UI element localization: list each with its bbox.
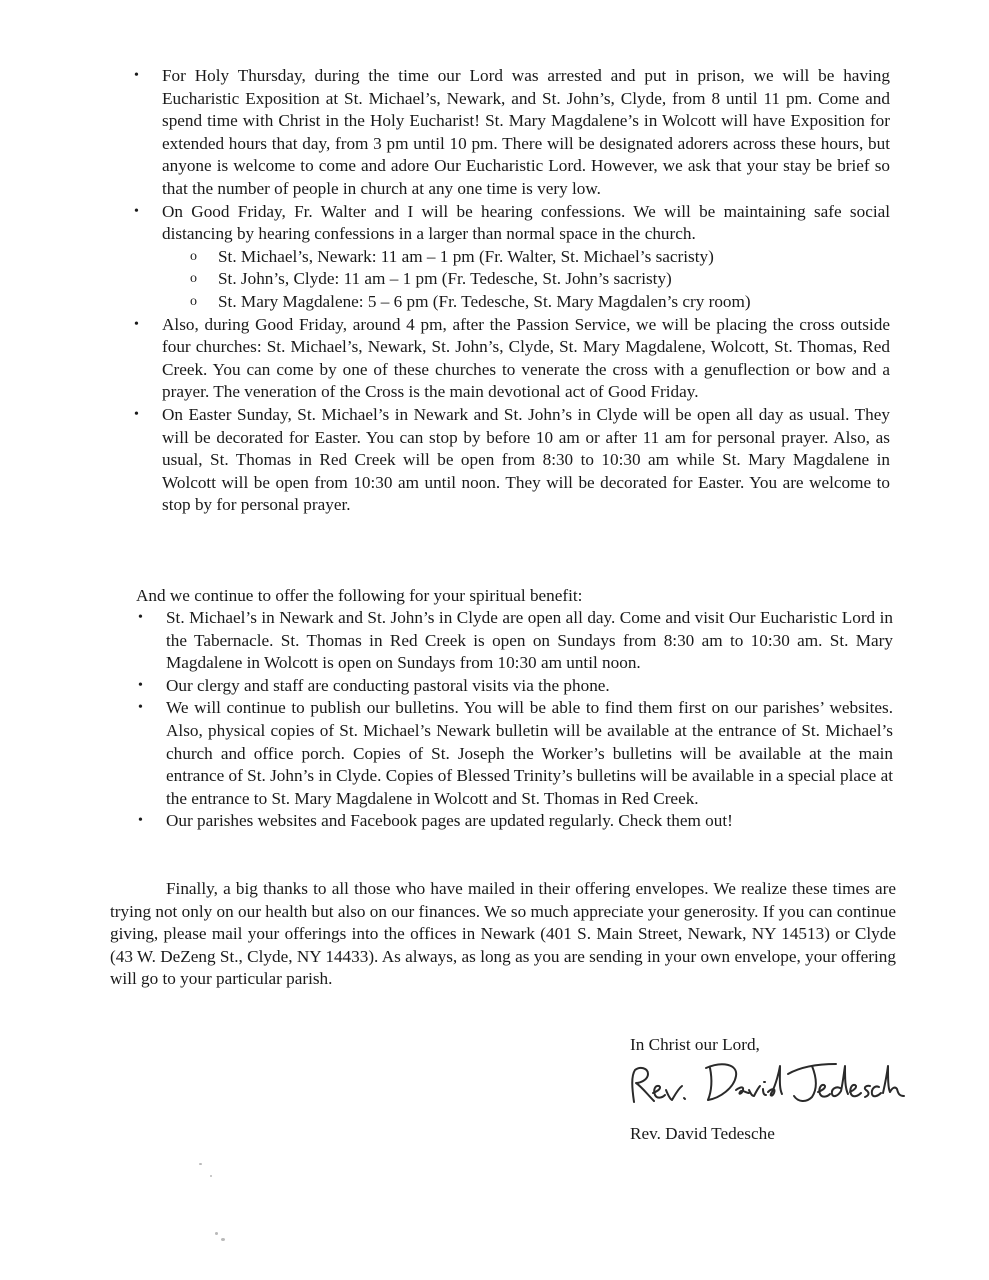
bulletins-text: We will continue to publish our bulletins. You will be able to find them first on our parishes’ websites. Also, physical copies of St. Michael’s Newark bulletin will be available at the entrance of St. Michael’s church and office porch. Copies of St. Joseph the Worker’s bulletins will be available at the main entrance of St. John’s in Clyde. Copies of Blessed Trinity’s bulletins will be available in a special place at the entrance to St. Mary Magdalene in Wolcott and St. Thomas in Red Creek. <box>166 698 893 808</box>
scan-speck <box>210 1175 212 1177</box>
bullet-icon: • <box>138 700 143 716</box>
scan-speck <box>215 1232 218 1235</box>
holy-thursday-text: For Holy Thursday, during the time our Lord was arrested and put in prison, we will be having Eucharistic Exposition at St. Michael’s, Newark, and St. John’s, Clyde, from 8 until 11 pm. Come and spend time with Christ in the Holy Eucharist! St. Mary Magdalene’s in Wolcott will have Exposition for extended hours that day, from 3 pm until 10 pm. There will be designated adorers across these hours, but anyone is welcome to come and adore Our Eucharistic Lord. However, we ask that your stay be brief so that the number of people in church at any one time is very low. <box>162 66 890 198</box>
list-item <box>132 65 890 201</box>
good-friday-cross-text: Also, during Good Friday, around 4 pm, after the Passion Service, we will be placing the cross outside four churches: St. Michael’s, Newark, St. John’s, Clyde, St. Mary Magdalene, Wolcott, St. Thomas, Red Creek. You can come by one of these churches to venerate the cross with a genuflection or bow and a prayer. The veneration of the Cross is the main devotional act of Good Friday. <box>162 314 890 402</box>
hollow-circle-bullet-icon: o <box>190 248 197 264</box>
signer-name: Rev. David Tedesche <box>630 1124 775 1143</box>
list-item <box>132 404 890 517</box>
bullet-icon: • <box>134 203 139 219</box>
list-item <box>136 697 893 810</box>
churches-open-text: St. Michael’s in Newark and St. John’s in Clyde are open all day. Come and visit Our Eucharistic Lord in the Tabernacle. St. Thomas in Red Creek is open on Sundays from 8:30 am to 10:30 am. St. Mary Magdalene in Wolcott is open on Sundays from 10:30 am until noon. <box>166 608 893 673</box>
bullet-icon: • <box>138 677 143 693</box>
scan-speck <box>221 1238 225 1241</box>
list-item <box>136 607 893 675</box>
good-friday-confessions-text: On Good Friday, Fr. Walter and I will be hearing confessions. We will be maintaining safe social distancing by hearing confessions in a larger than normal space in the church. <box>162 201 890 244</box>
signature-image <box>622 1052 912 1116</box>
confession-slot: St. John’s, Clyde: 11 am – 1 pm (Fr. Tedesche, St. John’s sacristy) <box>218 269 672 289</box>
hollow-circle-bullet-icon: o <box>190 271 197 287</box>
confession-schedule-list <box>162 246 890 314</box>
valediction: In Christ our Lord, <box>630 1035 760 1054</box>
bullet-icon: • <box>138 610 143 625</box>
easter-sunday-text: On Easter Sunday, St. Michael’s in Newark and St. John’s in Clyde will be open all day as usual. They will be decorated for Easter. You can stop by before 10 am or after 11 am for personal prayer. Also, as usual, St. Thomas in Red Creek will be open from 8:30 to 10:30 am while St. Mary Magdalene in Wolcott will be open from 10:30 am until noon. They will be decorated for Easter. You are welcome to stop by for personal prayer. <box>162 404 890 515</box>
list-item <box>132 314 890 404</box>
list-item <box>136 810 893 833</box>
list-item <box>136 675 893 698</box>
list-item <box>190 246 890 269</box>
bullet-icon: • <box>134 68 139 83</box>
ongoing-offerings-bullets <box>136 607 893 833</box>
hollow-circle-bullet-icon: o <box>190 293 197 309</box>
websites-text: Our parishes websites and Facebook pages are updated regularly. Check them out! <box>166 811 733 831</box>
list-item <box>190 268 890 291</box>
bullet-icon: • <box>134 316 139 332</box>
confession-slot: St. Michael’s, Newark: 11 am – 1 pm (Fr. Walter, St. Michael’s sacristy) <box>218 246 714 266</box>
closing-paragraph: Finally, a big thanks to all those who have mailed in their offering envelopes. We realize these times are trying not only on our health but also on our finances. We so much appreciate your generosity. If you can continue giving, please mail your offerings into the offices in Newark (401 S. Main Street, Newark, NY 14513) or Clyde (43 W. DeZeng St., Clyde, NY 14433). As always, as long as you are sending in your own envelope, your offering will go to your particular parish. <box>110 879 896 989</box>
pastoral-visits-text: Our clergy and staff are conducting pastoral visits via the phone. <box>166 675 610 695</box>
bullet-icon: • <box>138 813 143 829</box>
bullet-icon: • <box>134 406 139 422</box>
scan-speck <box>199 1163 202 1165</box>
continue-intro: And we continue to offer the following for your spiritual benefit: <box>136 586 583 605</box>
confession-slot: St. Mary Magdalene: 5 – 6 pm (Fr. Tedesche, St. Mary Magdalen’s cry room) <box>218 291 751 311</box>
holy-week-bullets <box>132 65 890 517</box>
list-item <box>132 201 890 314</box>
list-item <box>190 291 890 314</box>
handwritten-signature <box>622 1052 912 1116</box>
